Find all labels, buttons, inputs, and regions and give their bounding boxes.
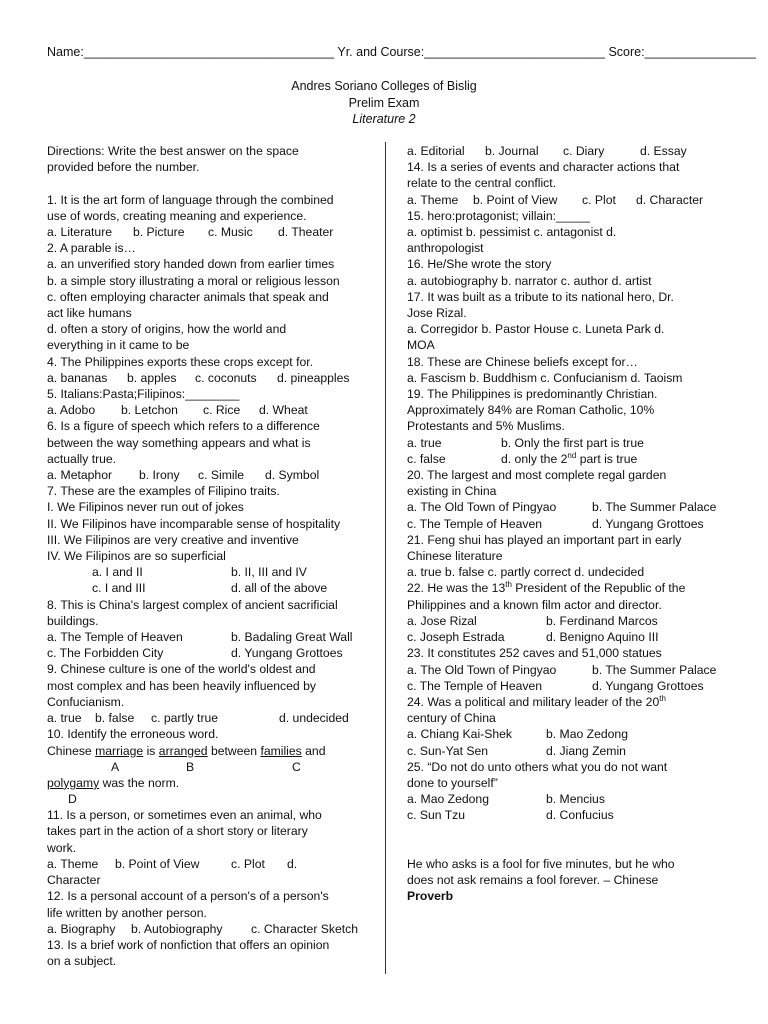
- question-text: 4. The Philippines exports these crops except for.: [47, 354, 314, 369]
- answer-options: [47, 564, 369, 580]
- letter-b: B: [186, 759, 195, 774]
- question-text: use of words, creating meaning and experience.: [47, 208, 307, 223]
- letter-c: C: [292, 759, 301, 774]
- option: a. Theme: [47, 856, 99, 871]
- question-text: 11. Is a person, or sometimes even an animal, who: [47, 808, 322, 823]
- question-text: Chinese literature: [407, 549, 503, 564]
- score-label: Score:: [608, 45, 645, 59]
- question-text: 1. It is the art form of language through the combined: [47, 192, 334, 207]
- answer-options: [407, 143, 725, 159]
- option: b. Autobiography: [131, 921, 223, 936]
- answer-options: [407, 451, 725, 467]
- question-text: work.: [47, 840, 77, 855]
- question-text: takes part in the action of a short story or literary: [47, 824, 308, 839]
- option: c. Joseph Estrada: [407, 630, 505, 645]
- question-text: 20. The largest and most complete regal garden: [407, 468, 667, 483]
- question-text: 13. Is a brief work of nonfiction that offers an opinion: [47, 937, 330, 952]
- erroneous-word-sentence: [47, 775, 369, 791]
- question-text: 9. Chinese culture is one of the world's oldest and: [47, 662, 316, 677]
- option: c. Plot: [582, 192, 616, 207]
- option: b. II, III and IV: [231, 565, 307, 580]
- option: b. false: [95, 711, 135, 726]
- answer-options: [47, 467, 369, 483]
- word: is: [146, 743, 156, 758]
- word-option-a: marriage: [95, 743, 144, 758]
- option: a. The Old Town of Pingyao: [407, 500, 557, 515]
- answer-options: [47, 370, 369, 386]
- question-text: century of China: [407, 711, 496, 726]
- statement: III. We Filipinos are very creative and inventive: [47, 532, 299, 547]
- question-text: existing in China: [407, 484, 497, 499]
- option: b. Irony: [139, 468, 180, 483]
- question-text: Philippines and a known film actor and director.: [407, 597, 662, 612]
- option: c. Simile: [198, 468, 245, 483]
- option: b. Badaling Great Wall: [231, 630, 353, 645]
- option: c. Diary: [563, 144, 605, 158]
- option: d. Yungang Grottoes: [592, 516, 704, 531]
- answer-options: [47, 856, 369, 872]
- answer-options: [407, 516, 725, 532]
- proverb: does not ask remains a fool forever. – Chinese: [407, 873, 659, 888]
- option: a. Biography: [47, 921, 116, 936]
- answer-options: [407, 192, 725, 208]
- option: c. Music: [208, 225, 253, 239]
- option: d. pineapples: [277, 370, 350, 385]
- answer-options: [407, 613, 725, 629]
- option: d. Yungang Grottoes: [592, 678, 704, 693]
- letter-d: D: [68, 792, 77, 807]
- answer-options: [407, 726, 725, 742]
- option: Character: [47, 873, 101, 888]
- option: c. The Forbidden City: [47, 646, 164, 661]
- option: b. Journal: [485, 144, 539, 158]
- question-text: 5. Italians:Pasta;Filipinos:________: [47, 387, 240, 402]
- question-text: Protestants and 5% Muslims.: [407, 419, 565, 434]
- question-text: 7. These are the examples of Filipino traits.: [47, 484, 280, 499]
- exam-name: Prelim Exam: [348, 95, 420, 110]
- answer-options: a. true b. false c. partly correct d. undecided: [407, 565, 645, 580]
- question-text: 17. It was built as a tribute to its national hero, Dr.: [407, 289, 674, 304]
- question-text: 22. He was the 13th President of the Republic of the: [407, 580, 686, 596]
- question-text: 12. Is a personal account of a person's of a person's: [47, 889, 329, 904]
- option: a. The Temple of Heaven: [47, 630, 183, 645]
- option: everything in it came to be: [47, 338, 190, 353]
- option: b. Point of View: [473, 192, 558, 207]
- option: c. Plot: [231, 856, 265, 871]
- answer-options: MOA: [407, 338, 435, 353]
- option: a. Literature: [47, 225, 113, 239]
- question-text: actually true.: [47, 451, 117, 466]
- question-text: 15. hero:protagonist; villain:_____: [407, 208, 590, 223]
- word: between: [210, 743, 258, 758]
- option: d. Yungang Grottoes: [231, 646, 343, 661]
- option: d. only the 2nd part is true: [501, 450, 638, 466]
- question-text: Approximately 84% are Roman Catholic, 10%: [407, 403, 655, 418]
- option: d.: [287, 856, 298, 871]
- question-text: most complex and has been heavily influenced by: [47, 678, 316, 693]
- option: b. Point of View: [115, 856, 200, 871]
- question-text: 24. Was a political and military leader of the 20th: [407, 693, 666, 709]
- option: a. I and II: [92, 565, 143, 580]
- question-text: 25. “Do not do unto others what you do not want: [407, 759, 668, 774]
- option: a. The Old Town of Pingyao: [407, 662, 557, 677]
- option: a. an unverified story handed down from earlier times: [47, 257, 335, 272]
- question-text: 19. The Philippines is predominantly Christian.: [407, 387, 658, 402]
- option: c. The Temple of Heaven: [407, 678, 543, 693]
- answer-options: [407, 678, 725, 694]
- option: c. coconuts: [195, 370, 257, 385]
- word-option-b: arranged: [158, 743, 208, 758]
- answer-options: a. Fascism b. Buddhism c. Confucianism d. Taoism: [407, 370, 683, 385]
- statement: IV. We Filipinos are so superficial: [47, 549, 226, 564]
- question-text: relate to the central conflict.: [407, 176, 557, 191]
- option: d. Confucius: [546, 808, 614, 823]
- option: c. Character Sketch: [251, 921, 359, 936]
- option: d. Benigno Aquino III: [546, 630, 659, 645]
- question-text: 23. It constitutes 252 caves and 51,000 statues: [407, 646, 662, 661]
- answer-options: a. Corregidor b. Pastor House c. Luneta Park d.: [407, 322, 665, 337]
- question-text: between the way something appears and what is: [47, 435, 311, 450]
- proverb: He who asks is a fool for five minutes, but he who: [407, 856, 675, 871]
- answer-options: [407, 499, 725, 515]
- answer-options: [407, 435, 725, 451]
- word-letters: [47, 791, 369, 807]
- option: d. Wheat: [259, 403, 308, 418]
- option: c. I and III: [92, 581, 146, 596]
- answer-options: [47, 921, 369, 937]
- option: b. Picture: [133, 225, 185, 239]
- right-column: [407, 143, 725, 905]
- question-text: done to yourself”: [407, 775, 498, 790]
- word: Chinese: [47, 743, 92, 758]
- directions-line: provided before the number.: [47, 160, 200, 175]
- option: c. The Temple of Heaven: [407, 516, 543, 531]
- course-label: Yr. and Course:: [337, 45, 425, 59]
- column-divider: [385, 142, 386, 974]
- course-blank[interactable]: __________________________: [424, 45, 605, 59]
- option: b. a simple story illustrating a moral or religious lesson: [47, 273, 340, 288]
- answer-options: anthropologist: [407, 241, 484, 256]
- option: a. true: [407, 435, 442, 450]
- option: a. Jose Rizal: [407, 613, 477, 628]
- option: a. Editorial: [407, 144, 465, 158]
- question-text: 16. He/She wrote the story: [407, 257, 552, 272]
- option: b. apples: [127, 370, 177, 385]
- answer-options: a. autobiography b. narrator c. author d. artist: [407, 273, 652, 288]
- option: c. Sun Tzu: [407, 808, 466, 823]
- directions-line: Directions: Write the best answer on the space: [47, 144, 299, 158]
- subject-name: Literature 2: [352, 112, 416, 126]
- option: a. Mao Zedong: [407, 792, 489, 807]
- option: b. Ferdinand Marcos: [546, 613, 658, 628]
- word: and: [305, 743, 326, 758]
- question-text: buildings.: [47, 613, 99, 628]
- question-text: life written by another person.: [47, 905, 207, 920]
- name-blank[interactable]: ____________________________________: [83, 45, 335, 59]
- option: a. Adobo: [47, 403, 96, 418]
- name-label: Name:: [47, 45, 84, 59]
- question-text: Confucianism.: [47, 694, 125, 709]
- option: act like humans: [47, 306, 132, 321]
- proverb-attribution: Proverb: [407, 889, 454, 904]
- option: a. Metaphor: [47, 468, 113, 483]
- option: d. Character: [636, 192, 704, 207]
- question-text: 14. Is a series of events and character actions that: [407, 160, 680, 175]
- option: d. often a story of origins, how the world and: [47, 322, 287, 337]
- option: d. undecided: [279, 711, 349, 726]
- question-text: 8. This is China's largest complex of ancient sacrificial: [47, 597, 338, 612]
- word-option-c: families: [260, 743, 302, 758]
- answer-options: [407, 807, 725, 823]
- answer-options: [47, 224, 369, 240]
- option: c. partly true: [151, 711, 219, 726]
- option: c. false: [407, 451, 446, 466]
- option: d. Essay: [640, 144, 687, 158]
- answer-options: [47, 645, 369, 661]
- option: a. Chiang Kai-Shek: [407, 727, 513, 742]
- score-blank[interactable]: ________________: [644, 45, 756, 59]
- option: d. all of the above: [231, 581, 328, 596]
- answer-options: [407, 791, 725, 807]
- option: b. The Summer Palace: [592, 662, 717, 677]
- question-text: 10. Identify the erroneous word.: [47, 727, 219, 742]
- answer-options: [47, 580, 369, 596]
- word: was the norm.: [102, 775, 180, 790]
- answer-options: [407, 743, 725, 759]
- option: d. Theater: [278, 225, 334, 239]
- answer-options: [47, 402, 369, 418]
- option: d. Jiang Zemin: [546, 743, 626, 758]
- question-text: 21. Feng shui has played an important part in early: [407, 532, 682, 547]
- option: b. Only the first part is true: [501, 435, 644, 450]
- option: a. Theme: [407, 192, 459, 207]
- word-option-d: polygamy: [47, 775, 100, 790]
- word-letters: [47, 759, 369, 775]
- question-text: 6. Is a figure of speech which refers to a difference: [47, 419, 320, 434]
- left-column: [47, 143, 369, 969]
- statement: I. We Filipinos never run out of jokes: [47, 500, 244, 515]
- answer-options: [407, 629, 725, 645]
- erroneous-word-sentence: [47, 743, 369, 759]
- answer-options: [407, 662, 725, 678]
- option: c. Sun-Yat Sen: [407, 743, 489, 758]
- question-text: 18. These are Chinese beliefs except for…: [407, 354, 638, 369]
- answer-options: [47, 710, 369, 726]
- school-name: Andres Soriano Colleges of Bislig: [291, 79, 477, 93]
- option: a. true: [47, 711, 82, 726]
- answer-options: [47, 629, 369, 645]
- option: b. Letchon: [121, 403, 178, 418]
- answer-options: a. optimist b. pessimist c. antagonist d.: [407, 225, 617, 240]
- question-text: 2. A parable is…: [47, 241, 136, 256]
- option: c. Rice: [203, 403, 241, 418]
- option: b. Mao Zedong: [546, 727, 628, 742]
- option: b. Mencius: [546, 792, 605, 807]
- option: b. The Summer Palace: [592, 500, 717, 515]
- statement: II. We Filipinos have incomparable sense of hospitality: [47, 516, 341, 531]
- exam-title-block: [0, 78, 768, 128]
- letter-a: A: [111, 759, 120, 774]
- question-text: on a subject.: [47, 954, 117, 969]
- option: c. often employing character animals that speak and: [47, 289, 329, 304]
- student-info-header: [47, 44, 756, 60]
- option: d. Symbol: [265, 468, 320, 483]
- question-text: Jose Rizal.: [407, 306, 467, 321]
- option: a. bananas: [47, 370, 108, 385]
